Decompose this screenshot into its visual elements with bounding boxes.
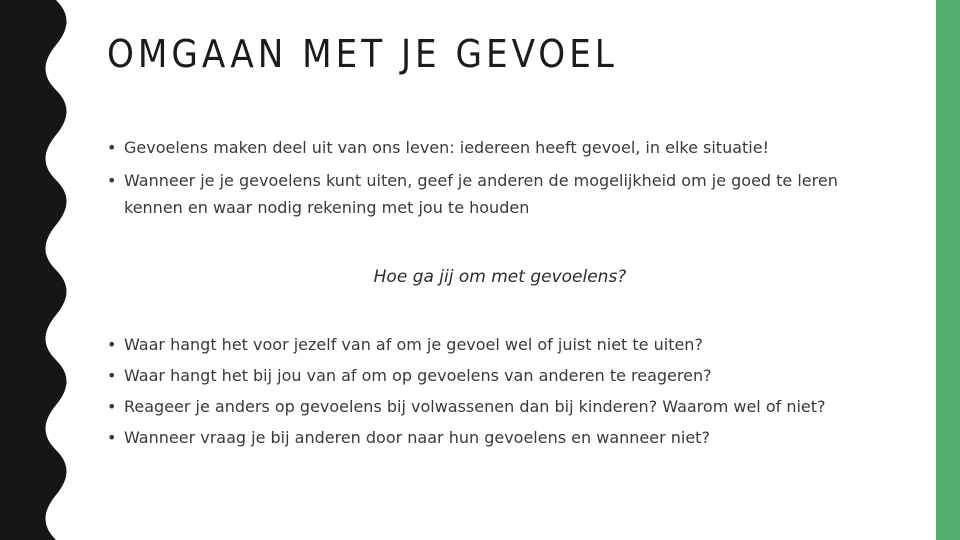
bullet-item: • Wanneer je je gevoelens kunt uiten, geef je anderen de mogelijkheid om je goed te leren kennen en waar nodig rekening met jou te houden xyxy=(107,167,867,221)
slide-title: OMGAAN MET JE GEVOEL xyxy=(107,32,618,76)
bullet-item: • Wanneer vraag je bij anderen door naar hun gevoelens en wanneer niet? xyxy=(107,424,867,451)
bullet-item: • Waar hangt het voor jezelf van af om je gevoel wel of juist niet te uiten? xyxy=(107,331,867,358)
intro-bullet-list xyxy=(107,134,867,227)
question-heading: Hoe ga jij om met gevoelens? xyxy=(373,267,627,287)
accent-bar xyxy=(936,0,960,540)
bullet-item: • Waar hangt het bij jou van af om op gevoelens van anderen te reageren? xyxy=(107,362,867,389)
question-bullet-list xyxy=(107,331,867,455)
bullet-item: • Reageer je anders op gevoelens bij volwassenen dan bij kinderen? Waarom wel of niet? xyxy=(107,393,867,420)
wavy-decorative-band xyxy=(0,0,72,540)
bullet-item: • Gevoelens maken deel uit van ons leven: iedereen heeft gevoel, in elke situatie! xyxy=(107,134,867,161)
